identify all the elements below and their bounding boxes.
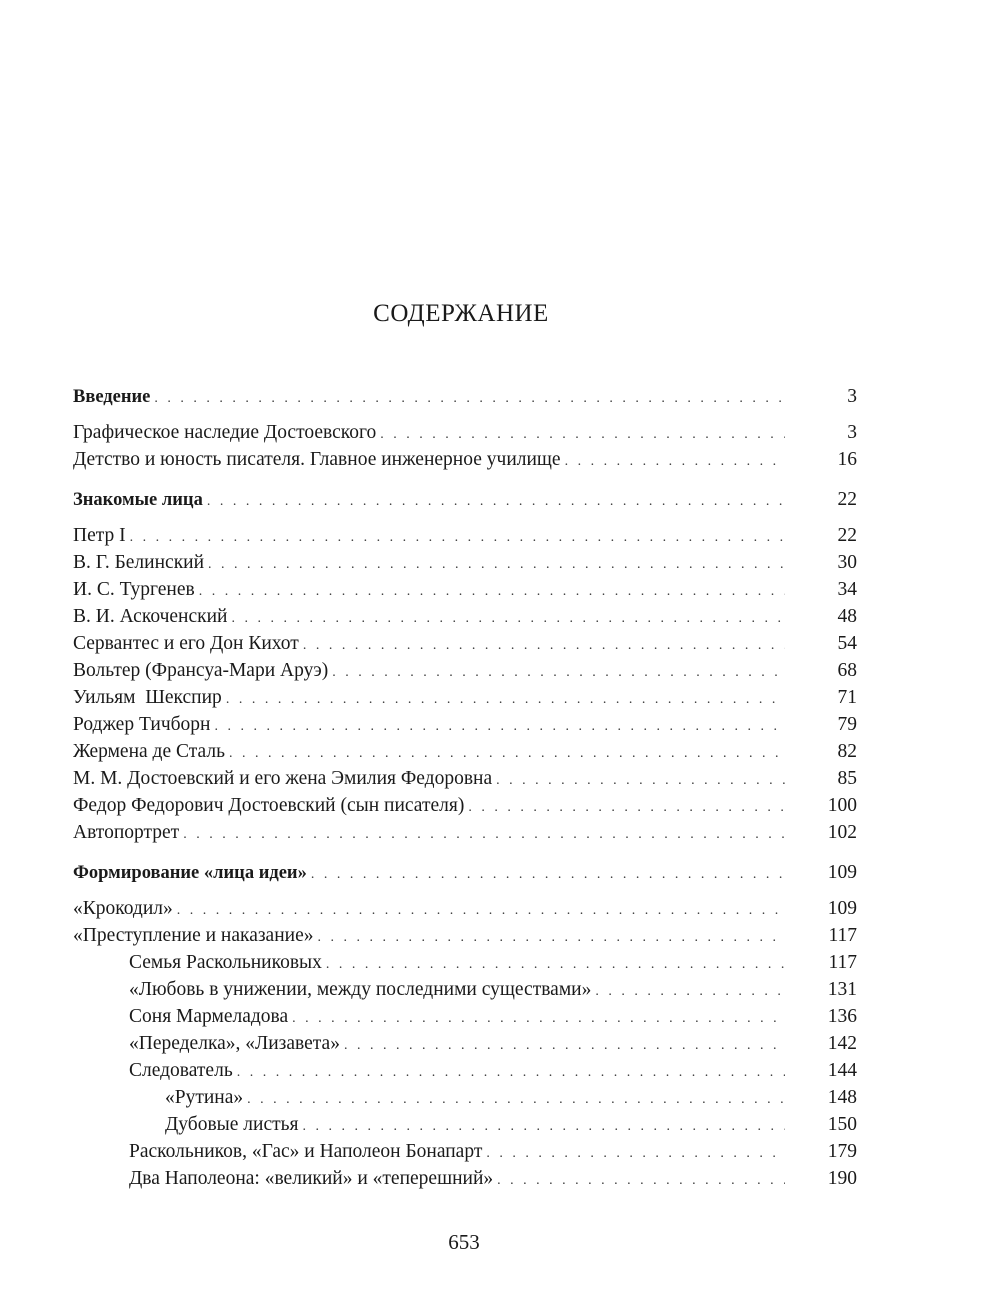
toc-entry-page: 117 <box>828 925 857 946</box>
toc-entry-row <box>73 792 857 819</box>
toc-entry-page: 68 <box>837 660 857 681</box>
toc-entry-title: Детство и юность писателя. Главное инженерное училище <box>73 449 561 470</box>
toc-entry-title: Петр I <box>73 525 126 546</box>
table-of-contents <box>73 383 857 1192</box>
toc-entry-title: Семья Раскольниковых <box>129 952 322 973</box>
dot-leader <box>208 551 785 578</box>
dot-leader <box>183 821 785 848</box>
toc-entry-page: 71 <box>837 687 857 708</box>
dot-leader <box>326 951 785 978</box>
toc-section-row <box>73 383 857 410</box>
dot-leader <box>303 632 785 659</box>
toc-entry-page: 82 <box>837 741 857 762</box>
toc-subsubentry-row <box>73 1084 857 1111</box>
toc-entry-row <box>73 419 857 446</box>
page-title: СОДЕРЖАНИЕ <box>373 300 549 327</box>
dot-leader <box>595 978 785 1005</box>
toc-entry-title: Федор Федорович Достоевский (сын писателя) <box>73 795 465 816</box>
toc-entry-row <box>73 446 857 473</box>
dot-leader <box>177 897 785 924</box>
toc-section-row <box>73 859 857 886</box>
dot-leader <box>199 578 785 605</box>
toc-entry-page: 150 <box>827 1114 857 1135</box>
toc-subentry-row <box>73 1057 857 1084</box>
dot-leader <box>303 1113 785 1140</box>
toc-entry-page: 102 <box>827 822 857 843</box>
toc-subentry-row <box>73 1003 857 1030</box>
toc-entry-page: 148 <box>827 1087 857 1108</box>
toc-entry-title: Уильям Шекспир <box>73 687 222 708</box>
toc-entry-title: Вольтер (Франсуа-Мари Аруэ) <box>73 660 329 681</box>
toc-entry-title: «Рутина» <box>165 1087 244 1108</box>
toc-entry-title: Автопортрет <box>73 822 180 843</box>
toc-entry-page: 179 <box>827 1141 857 1162</box>
toc-entry-page: 109 <box>827 862 857 883</box>
toc-section-row <box>73 486 857 513</box>
dot-leader <box>468 794 785 821</box>
toc-entry-row <box>73 603 857 630</box>
toc-entry-title: Введение <box>73 387 151 407</box>
toc-entry-title: Жермена де Сталь <box>73 741 225 762</box>
toc-entry-page: 16 <box>837 449 857 470</box>
toc-entry-title: «Крокодил» <box>73 898 173 919</box>
toc-entry-title: Знакомые лица <box>73 490 203 510</box>
toc-entry-title: «Любовь в унижении, между последними существами» <box>129 979 592 1000</box>
dot-leader <box>237 1059 785 1086</box>
toc-entry-title: Следователь <box>129 1060 233 1081</box>
toc-subsubentry-row <box>73 1111 857 1138</box>
dot-leader <box>497 1167 785 1194</box>
toc-entry-page: 144 <box>827 1060 857 1081</box>
toc-entry-title: Дубовые листья <box>165 1114 299 1135</box>
toc-entry-row <box>73 922 857 949</box>
toc-entry-row <box>73 765 857 792</box>
dot-leader <box>207 488 785 515</box>
toc-entry-page: 136 <box>827 1006 857 1027</box>
dot-leader <box>496 767 785 794</box>
dot-leader <box>565 448 785 475</box>
toc-subentry-row <box>73 949 857 976</box>
toc-entry-page: 54 <box>837 633 857 654</box>
toc-entry-title: Раскольников, «Гас» и Наполеон Бонапарт <box>129 1141 483 1162</box>
dot-leader <box>332 659 785 686</box>
toc-entry-title: Два Наполеона: «великий» и «теперешний» <box>129 1168 494 1189</box>
dot-leader <box>154 385 785 412</box>
toc-entry-row <box>73 576 857 603</box>
toc-entry-title: Роджер Тичборн <box>73 714 211 735</box>
dot-leader <box>229 740 785 767</box>
toc-entry-page: 48 <box>837 606 857 627</box>
toc-entry-row <box>73 522 857 549</box>
toc-entry-row <box>73 711 857 738</box>
toc-entry-page: 190 <box>827 1168 857 1189</box>
page-number: 653 <box>448 1230 480 1254</box>
toc-entry-page: 109 <box>827 898 857 919</box>
toc-entry-row <box>73 630 857 657</box>
toc-entry-title: Сервантес и его Дон Кихот <box>73 633 299 654</box>
dot-leader <box>311 861 785 888</box>
toc-entry-title: Соня Мармеладова <box>129 1006 289 1027</box>
dot-leader <box>215 713 786 740</box>
toc-entry-row <box>73 684 857 711</box>
toc-entry-row <box>73 895 857 922</box>
toc-entry-page: 131 <box>827 979 857 1000</box>
toc-entry-page: 100 <box>827 795 857 816</box>
toc-entry-page: 3 <box>847 422 857 443</box>
toc-entry-title: В. Г. Белинский <box>73 552 205 573</box>
dot-leader <box>130 524 785 551</box>
toc-entry-page: 117 <box>828 952 857 973</box>
toc-entry-page: 142 <box>827 1033 857 1054</box>
toc-entry-title: И. С. Тургенев <box>73 579 195 600</box>
toc-entry-page: 85 <box>837 768 857 789</box>
toc-entry-row <box>73 819 857 846</box>
toc-entry-row <box>73 657 857 684</box>
toc-subentry-row <box>73 1165 857 1192</box>
toc-subentry-row <box>73 1030 857 1057</box>
toc-entry-page: 79 <box>837 714 857 735</box>
dot-leader <box>226 686 785 713</box>
toc-entry-title: Формирование «лица идеи» <box>73 863 307 883</box>
toc-entry-title: В. И. Аскоченский <box>73 606 228 627</box>
toc-entry-page: 22 <box>837 525 857 546</box>
toc-entry-title: М. М. Достоевский и его жена Эмилия Федоровна <box>73 768 493 789</box>
dot-leader <box>247 1086 785 1113</box>
toc-entry-row <box>73 738 857 765</box>
dot-leader <box>380 421 785 448</box>
toc-entry-row <box>73 549 857 576</box>
dot-leader <box>344 1032 785 1059</box>
dot-leader <box>292 1005 785 1032</box>
toc-subentry-row <box>73 976 857 1003</box>
dot-leader <box>231 605 785 632</box>
toc-entry-title: «Переделка», «Лизавета» <box>129 1033 340 1054</box>
toc-entry-page: 34 <box>837 579 857 600</box>
toc-entry-page: 22 <box>837 489 857 510</box>
dot-leader <box>486 1140 785 1167</box>
toc-entry-page: 30 <box>837 552 857 573</box>
dot-leader <box>317 924 785 951</box>
toc-entry-page: 3 <box>847 386 857 407</box>
toc-subentry-row <box>73 1138 857 1165</box>
toc-entry-title: «Преступление и наказание» <box>73 925 314 946</box>
toc-entry-title: Графическое наследие Достоевского <box>73 422 377 443</box>
